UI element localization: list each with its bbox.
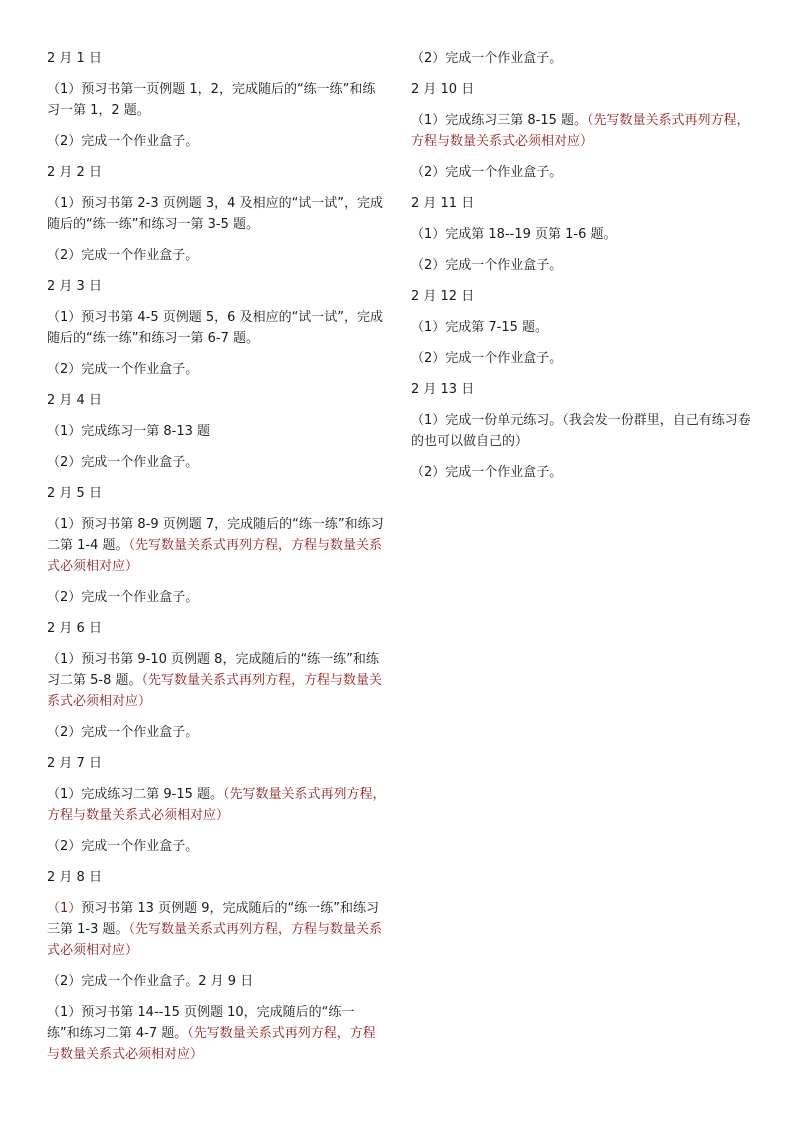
task-item: （2）完成一个作业盒子。: [47, 134, 199, 149]
task-item: （1）完成一份单元练习。（我会发一份群里，自己有练习卷的也可以做自己的）: [411, 413, 751, 449]
task-item: （2）完成一个作业盒子。2 月 9 日: [47, 974, 254, 989]
task-item: [411, 110, 757, 152]
task-note: （先写数量关系式再列方程，方程与数量关系式必须相对应）: [411, 113, 750, 149]
task-text: （1）预习书第 8-9 页例题 7，完成随后的“练一练”和练习二第 1-4 题。: [47, 517, 384, 553]
task-item: （1）预习书第 2-3 页例题 3，4 及相应的“试一试”，完成随后的“练一练”和练习一第 3-5 题。: [47, 196, 384, 232]
task-item: （1）完成第 7-15 题。: [411, 320, 549, 335]
task-item: （2）完成一个作业盒子。: [411, 465, 563, 480]
task-item: （2）完成一个作业盒子。: [47, 248, 199, 263]
task-item: （2）完成一个作业盒子。: [411, 165, 563, 180]
task-item: （2）完成一个作业盒子。: [411, 258, 563, 273]
task-note: （先写数量关系式再列方程，方程与数量关系式必须相对应）: [47, 673, 383, 709]
task-item: [47, 784, 387, 826]
left-column: [47, 48, 387, 1075]
date-heading: 2 月 11 日: [411, 196, 475, 211]
date-heading: 2 月 12 日: [411, 289, 475, 304]
task-item: （1）完成练习一第 8-13 题: [47, 424, 211, 439]
date-heading: 2 月 7 日: [47, 756, 102, 771]
task-item: [47, 898, 387, 961]
task-item: （1）完成第 18--19 页第 1-6 题。: [411, 227, 617, 242]
right-column: [411, 48, 757, 493]
task-item: （2）完成一个作业盒子。: [47, 725, 199, 740]
date-heading: 2 月 3 日: [47, 279, 102, 294]
task-item: （2）完成一个作业盒子。: [47, 590, 199, 605]
task-item: （2）完成一个作业盒子。: [47, 362, 199, 377]
task-item: [47, 514, 387, 577]
task-text: 预习书第 13 页例题 9，完成随后的“练一练”和练习三第 1-3 题。: [47, 901, 379, 937]
task-item: （2）完成一个作业盒子。: [411, 51, 563, 66]
date-heading: 2 月 13 日: [411, 382, 475, 397]
task-item: [47, 649, 387, 712]
task-note: （先写数量关系式再列方程，方程与数量关系式必须相对应）: [47, 922, 383, 958]
date-heading: 2 月 2 日: [47, 165, 102, 180]
task-item: （2）完成一个作业盒子。: [47, 455, 199, 470]
date-heading: 2 月 4 日: [47, 393, 102, 408]
task-item: （2）完成一个作业盒子。: [47, 839, 199, 854]
date-heading: 2 月 1 日: [47, 51, 102, 66]
task-note: （先写数量关系式再列方程，方程与数量关系式必须相对应）: [47, 538, 383, 574]
task-note: （先写数量关系式再列方程，方程与数量关系式必须相对应）: [47, 1026, 376, 1062]
task-text: （1）预习书第 14--15 页例题 10，完成随后的“练一练”和练习二第 4-7 题。: [47, 1005, 355, 1041]
task-note: （先写数量关系式再列方程，方程与数量关系式必须相对应）: [47, 787, 386, 823]
task-item: （2）完成一个作业盒子。: [411, 351, 563, 366]
task-item: （1）预习书第一页例题 1，2，完成随后的“练一练”和练习一第 1，2 题。: [47, 82, 376, 118]
date-heading: 2 月 10 日: [411, 82, 475, 97]
task-item: [47, 1002, 387, 1065]
task-number: （1）: [47, 901, 82, 916]
task-item: （1）预习书第 4-5 页例题 5，6 及相应的“试一试”，完成随后的“练一练”和练习一第 6-7 题。: [47, 310, 384, 346]
date-heading: 2 月 5 日: [47, 486, 102, 501]
date-heading: 2 月 6 日: [47, 621, 102, 636]
date-heading: 2 月 8 日: [47, 870, 102, 885]
task-text: （1）完成练习二第 9-15 题。: [47, 787, 224, 802]
task-text: （1）完成练习三第 8-15 题。: [411, 113, 588, 128]
task-text: （1）预习书第 9-10 页例题 8，完成随后的“练一练”和练习二第 5-8 题。: [47, 652, 379, 688]
